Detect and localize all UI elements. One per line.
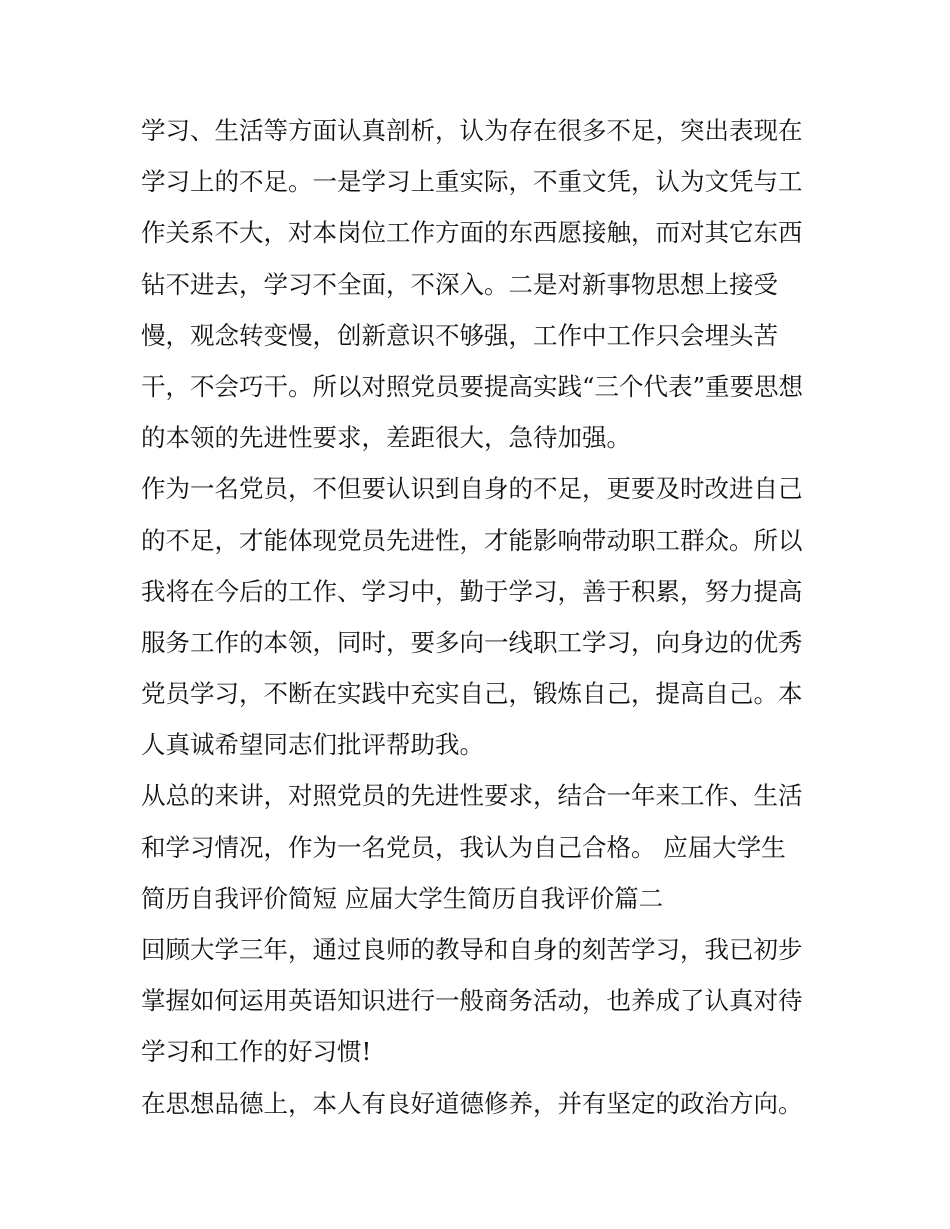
text-line: 我将在今后的工作、学习中，勤于学习，善于积累，努力提高: [141, 576, 803, 606]
text-line: 回顾大学三年，通过良师的教导和自身的刻苦学习，我已初步: [141, 935, 803, 964]
text-line: 学习、生活等方面认真剖析，认为存在很多不足，突出表现在: [141, 116, 803, 145]
text-line: 的本领的先进性要求，差距很大，急待加强。: [141, 423, 631, 453]
text-line: 服务工作的本领，同时，要多向一线职工学习，向身边的优秀: [141, 627, 803, 657]
text-line: 简历自我评价简短 应届大学生简历自我评价篇二: [141, 883, 664, 913]
text-line: 从总的来讲，对照党员的先进性要求，结合一年来工作、生活: [141, 781, 803, 811]
document-body: [141, 105, 821, 1129]
text-line: 作关系不大，对本岗位工作方面的东西愿接触，而对其它东西: [141, 218, 803, 248]
text-line: 学习上的不足。一是学习上重实际，不重文凭，认为文凭与工: [141, 167, 803, 197]
text-line: 在思想品德上，本人有良好道德修养，并有坚定的政治方向。: [141, 1088, 803, 1118]
text-line: 学习和工作的好习惯!: [141, 1037, 372, 1067]
text-line: 的不足，才能体现党员先进性，才能影响带动职工群众。所以: [141, 525, 803, 555]
text-line: 干，不会巧干。所以对照党员要提高实践“三个代表”重要思想: [141, 371, 804, 401]
text-line: 钻不进去，学习不全面，不深入。二是对新事物思想上接受: [141, 269, 778, 299]
text-line: 人真诚希望同志们批评帮助我。: [141, 730, 484, 760]
text-line: 慢，观念转变慢，创新意识不够强，工作中工作只会埋头苦: [141, 320, 778, 350]
text-line: 作为一名党员，不但要认识到自身的不足，更要及时改进自己: [141, 474, 803, 504]
text-line: 掌握如何运用英语知识进行一般商务活动，也养成了认真对待: [141, 986, 803, 1016]
text-line: 党员学习，不断在实践中充实自己，锻炼自己，提高自己。本: [141, 679, 803, 709]
text-line: 和学习情况，作为一名党员，我认为自己合格。 应届大学生: [141, 832, 786, 862]
